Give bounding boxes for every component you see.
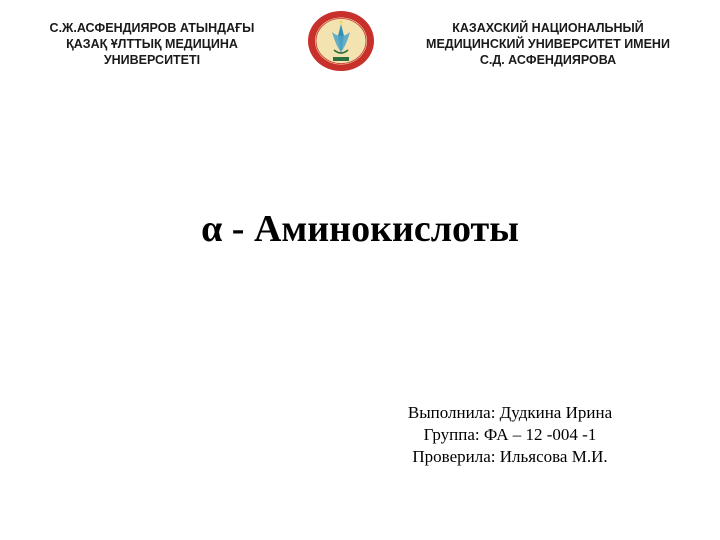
credit-author: Выполнила: Дудкина Ирина bbox=[407, 403, 613, 422]
university-name-russian-line: КАЗАХСКИЙ НАЦИОНАЛЬНЫЙ bbox=[452, 21, 644, 35]
university-name-kazakh-line: ҚАЗАҚ ҰЛТТЫҚ МЕДИЦИНА bbox=[66, 37, 238, 51]
credit-reviewer: Проверила: Ильясова М.И. bbox=[412, 447, 608, 466]
slide-header bbox=[0, 0, 720, 80]
university-name-russian-line: МЕДИЦИНСКИЙ УНИВЕРСИТЕТ ИМЕНИ bbox=[426, 37, 670, 51]
university-name-russian bbox=[398, 20, 698, 68]
author-credits bbox=[370, 402, 650, 468]
university-name-russian-line: С.Д. АСФЕНДИЯРОВА bbox=[479, 53, 617, 67]
university-name-kazakh-line: С.Ж.АСФЕНДИЯРОВ АТЫНДАҒЫ bbox=[49, 21, 255, 35]
university-emblem-icon bbox=[306, 10, 376, 72]
slide-title: α - Аминокислоты bbox=[201, 208, 519, 250]
university-name-kazakh bbox=[22, 20, 282, 68]
university-name-kazakh-line: УНИВЕРСИТЕТІ bbox=[103, 53, 201, 67]
credit-group: Группа: ФА – 12 -004 -1 bbox=[423, 425, 597, 444]
